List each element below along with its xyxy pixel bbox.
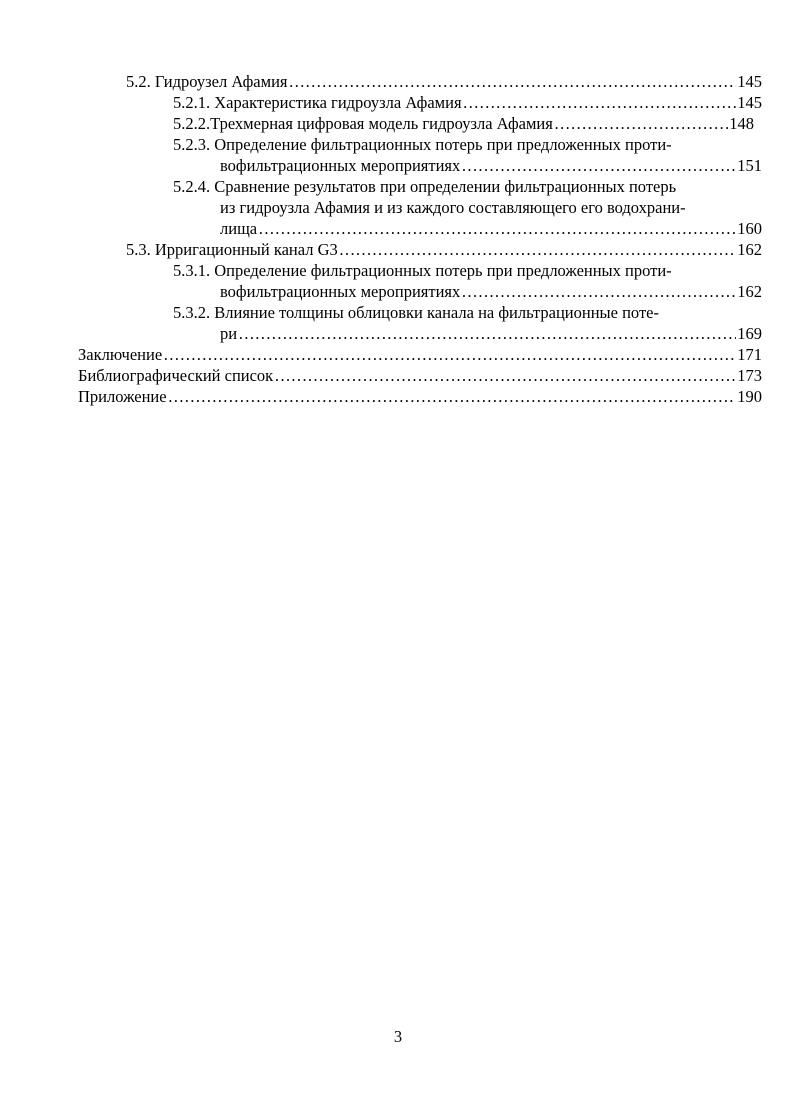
toc-entry-title: 5.2. Гидроузел Афамия — [126, 72, 288, 91]
toc-page-number: 145 — [737, 93, 762, 112]
toc-entry-title-line: 5.2.4. Сравнение результатов при определении фильтрационных потерь — [173, 177, 677, 196]
toc-entry-5-2-2 — [173, 113, 762, 134]
toc-entry-title: 5.2.2.Трехмерная цифровая модель гидроузла Афамия — [173, 114, 553, 133]
toc-entry-5-2-3 — [173, 134, 762, 176]
toc-entry-bibliography — [78, 365, 762, 386]
dot-leader — [168, 386, 737, 407]
dot-leader — [554, 113, 728, 134]
toc-page-number: 145 — [737, 72, 762, 91]
toc-entry-title-line: 5.3.1. Определение фильтрационных потерь при предложенных проти- — [173, 261, 672, 280]
dot-leader — [163, 344, 736, 365]
toc-entry-title: Приложение — [78, 387, 167, 406]
toc-entry-title: вофильтрационных мероприятиях — [220, 156, 461, 175]
table-of-contents — [78, 71, 762, 407]
toc-page-number: 190 — [737, 387, 762, 406]
dot-leader — [238, 323, 736, 344]
toc-page-number: 151 — [737, 156, 762, 175]
toc-entry-title: 5.3. Ирригационный канал G3 — [126, 240, 338, 259]
toc-entry-5-2-4 — [173, 176, 762, 239]
toc-entry-title-line: 5.2.3. Определение фильтрационных потерь при предложенных проти- — [173, 135, 672, 154]
toc-entry-title: 5.2.1. Характеристика гидроузла Афамия — [173, 93, 462, 112]
toc-entry-title-line: 5.3.2. Влияние толщины облицовки канала на фильтрационные поте- — [173, 303, 659, 322]
toc-page-number: 171 — [737, 345, 762, 364]
toc-entry-title-line: из гидроузла Афамия и из каждого составляющего его водохрани- — [220, 198, 686, 217]
toc-page-number: 169 — [737, 324, 762, 343]
toc-entry-title: вофильтрационных мероприятиях — [220, 282, 461, 301]
toc-entry-title: ри — [220, 324, 238, 343]
dot-leader — [461, 155, 736, 176]
dot-leader — [463, 92, 737, 113]
toc-page-number: 148 — [729, 114, 754, 133]
toc-entry-5-3-2 — [173, 302, 762, 344]
toc-page-number: 162 — [737, 282, 762, 301]
toc-entry-title: лища — [220, 219, 258, 238]
dot-leader — [258, 218, 736, 239]
dot-leader — [289, 71, 737, 92]
dot-leader — [339, 239, 737, 260]
toc-page-number: 160 — [737, 219, 762, 238]
toc-entry-appendix — [78, 386, 762, 407]
dot-leader — [461, 281, 736, 302]
toc-page-number: 173 — [737, 366, 762, 385]
toc-entry-title: Библиографический список — [78, 366, 274, 385]
toc-entry-5-3-1 — [173, 260, 762, 302]
toc-entry-conclusion — [78, 344, 762, 365]
page-number: 3 — [393, 1027, 403, 1046]
toc-entry-title: Заключение — [78, 345, 163, 364]
toc-entry-5-2-1 — [173, 92, 762, 113]
toc-page-number: 162 — [737, 240, 762, 259]
toc-entry-5-2 — [126, 71, 762, 92]
toc-entry-5-3 — [126, 239, 762, 260]
dot-leader — [274, 365, 736, 386]
